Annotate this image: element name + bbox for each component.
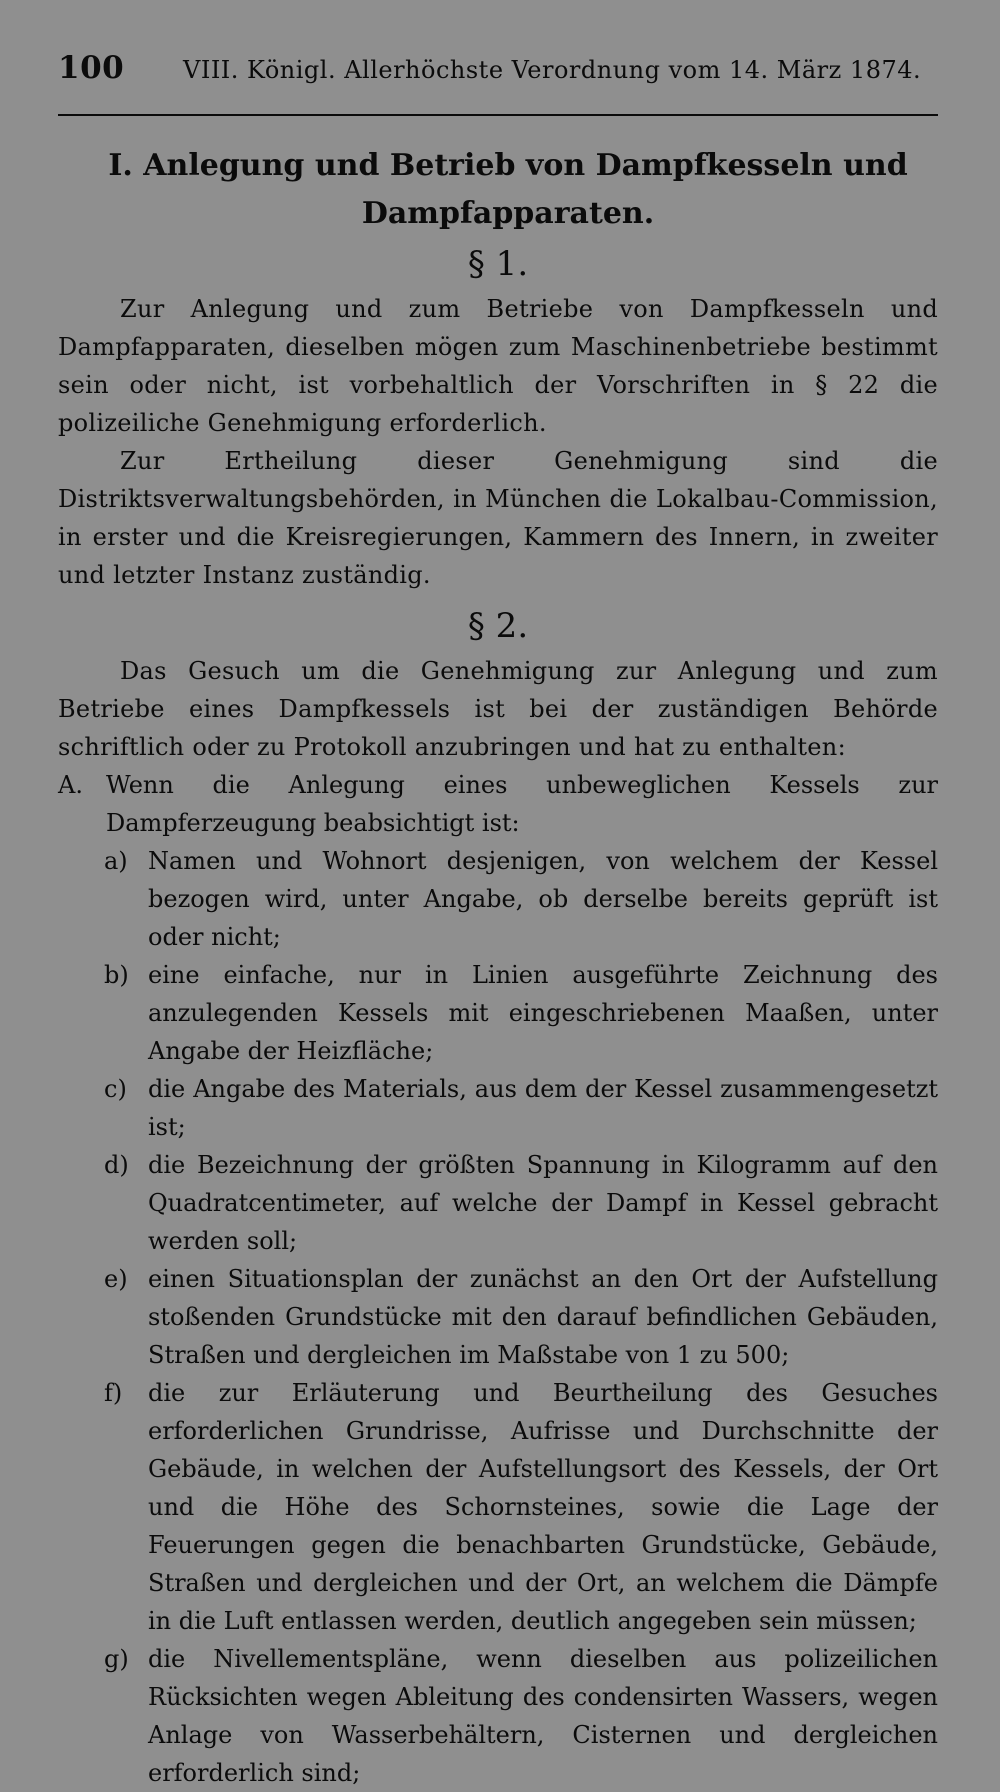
- requirement-list: [58, 842, 938, 1792]
- list-item: [58, 1260, 938, 1374]
- body-text: [58, 142, 938, 1792]
- paragraph-1-text-1: Zur Anlegung und zum Betriebe von Dampfkesseln und Dampfapparaten, dieselben mögen zum Maschinenbetriebe bestimmt sein oder nicht, ist vorbehaltlich der Vorschriften in § 22 die polizeiliche Genehmigung erforderlich.: [58, 295, 938, 437]
- list-item-text: Namen und Wohnort desjenigen, von welchem der Kessel bezogen wird, unter Angabe, ob derselbe bereits geprüft ist oder nicht;: [148, 847, 938, 951]
- list-item: [58, 842, 938, 956]
- header-rule: [58, 114, 938, 116]
- page-number: 100: [58, 50, 125, 86]
- clause-a: [58, 766, 938, 842]
- list-item-text: die Bezeichnung der größten Spannung in Kilogramm auf den Quadratcentimeter, auf welche der Dampf in Kessel gebracht werden soll;: [148, 1151, 938, 1255]
- list-item: [58, 1070, 938, 1146]
- list-item-label: e): [104, 1265, 128, 1293]
- paragraph-sign-1: § 1.: [467, 244, 529, 284]
- list-item: [58, 1374, 938, 1640]
- running-head: VIII. Königl. Allerhöchste Verordnung vom 14. März 1874.: [183, 56, 922, 84]
- list-item-text: die Angabe des Materials, aus dem der Kessel zusammengesetzt ist;: [148, 1075, 938, 1141]
- paragraph-sign-2: § 2.: [467, 606, 529, 646]
- list-item-label: c): [104, 1075, 127, 1103]
- list-item-label: a): [104, 847, 128, 875]
- list-item: [58, 1146, 938, 1260]
- clause-a-text: Wenn die Anlegung eines unbeweglichen Kessels zur Dampferzeugung beabsichtigt ist:: [106, 771, 938, 837]
- section-title: I. Anlegung und Betrieb von Dampfkesseln und Dampfapparaten.: [108, 148, 908, 231]
- clause-a-label: A.: [58, 771, 83, 799]
- list-item: [58, 1640, 938, 1792]
- list-item-label: b): [104, 961, 129, 989]
- list-item-label: g): [104, 1645, 129, 1673]
- paragraph-1-text-2: Zur Ertheilung dieser Genehmigung sind die Distriktsverwaltungsbehörden, in München die Lokalbau-Commission, in erster und die Kreisregierungen, Kammern des Innern, in zweiter und letzter Instanz zuständig.: [58, 447, 938, 589]
- list-item: [58, 956, 938, 1070]
- list-item-label: f): [104, 1379, 123, 1407]
- paragraph-2-text-1: Das Gesuch um die Genehmigung zur Anlegung und zum Betriebe eines Dampfkessels ist bei der zuständigen Behörde schriftlich oder zu Protokoll anzubringen und hat zu enthalten:: [58, 657, 938, 761]
- list-item-text: die Nivellementspläne, wenn dieselben aus polizeilichen Rücksichten wegen Ableitung des condensirten Wassers, wegen Anlage von Wasserbehältern, Cisternen und dergleichen erforderlich sind;: [148, 1645, 938, 1787]
- list-item-text: einen Situationsplan der zunächst an den Ort der Aufstellung stoßenden Grundstücke mit den darauf befindlichen Gebäuden, Straßen und dergleichen im Maßstabe von 1 zu 500;: [148, 1265, 938, 1369]
- list-item-label: d): [104, 1151, 129, 1179]
- list-item-text: die zur Erläuterung und Beurtheilung des Gesuches erforderlichen Grundrisse, Aufrisse und Durchschnitte der Gebäude, in welchen der Aufstellungsort des Kessels, der Ort und die Höhe des Schornsteines, sowie die Lage der Feuerungen gegen die benachbarten Grundstücke, Gebäude, Straßen und dergleichen und der Ort, an welchem die Dämpfe in die Luft entlassen werden, deutlich angegeben sein müssen;: [148, 1379, 938, 1635]
- page-header: [58, 50, 938, 94]
- document-page: [58, 0, 938, 1787]
- list-item-text: eine einfache, nur in Linien ausgeführte Zeichnung des anzulegenden Kessels mit eingeschriebenen Maaßen, unter Angabe der Heizfläche;: [148, 961, 938, 1065]
